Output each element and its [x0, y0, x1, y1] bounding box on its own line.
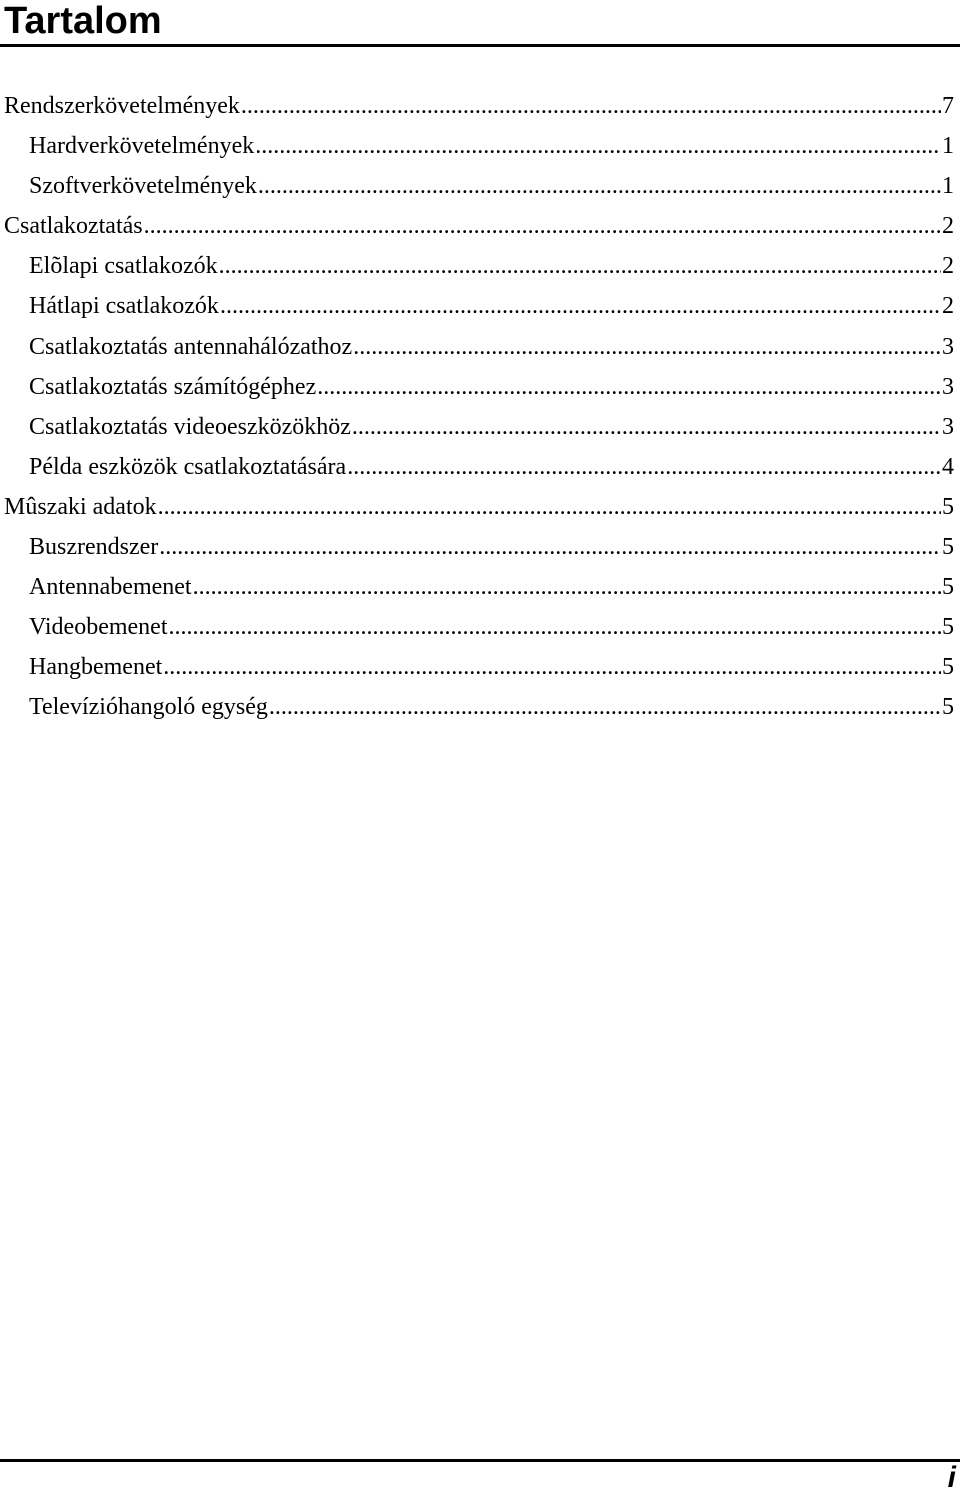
page-number: i: [947, 1461, 956, 1494]
title-divider: [0, 44, 960, 47]
toc-entry[interactable]: [0, 246, 954, 286]
toc-entry[interactable]: [0, 206, 954, 246]
toc-entry[interactable]: [0, 327, 954, 367]
toc-entry-page: 7: [942, 93, 954, 119]
toc-entry-label: Videobemenet: [29, 614, 168, 641]
toc-entry[interactable]: [0, 126, 954, 166]
toc-dot-leader: [193, 567, 941, 607]
toc-entry-page: 5: [942, 493, 954, 520]
toc-entry[interactable]: [0, 487, 954, 527]
toc-dot-leader: [159, 527, 941, 567]
toc-entry-label: Szoftverkövetelmények: [29, 173, 257, 200]
toc-entry[interactable]: [0, 86, 954, 126]
toc-entry-label: Csatlakoztatás videoeszközökhöz: [29, 413, 351, 440]
toc-entry-page: 5: [942, 614, 954, 641]
toc-dot-leader: [353, 327, 941, 367]
toc-entry-page: 1: [942, 173, 954, 200]
toc-entry-page: 3: [942, 333, 954, 360]
toc-entry-label: Antennabemenet: [29, 574, 192, 601]
toc-entry[interactable]: [0, 286, 954, 326]
toc-entry[interactable]: [0, 647, 954, 687]
toc-entry-label: Rendszerkövetelmények: [4, 93, 240, 119]
toc-entry-label: Csatlakoztatás: [4, 213, 143, 240]
toc-dot-leader: [255, 126, 941, 166]
toc-entry[interactable]: [0, 166, 954, 206]
toc-dot-leader: [220, 286, 941, 326]
table-of-contents: [0, 86, 954, 728]
toc-entry-page: 5: [942, 694, 954, 721]
toc-dot-leader: [219, 246, 941, 286]
toc-entry-label: Televízióhangoló egység: [29, 694, 268, 721]
toc-dot-leader: [347, 447, 941, 487]
toc-entry-page: 3: [942, 373, 954, 400]
footer-divider: [0, 1459, 960, 1462]
toc-entry-label: Hangbemenet: [29, 654, 163, 681]
toc-dot-leader: [241, 86, 941, 126]
toc-entry-page: 5: [942, 574, 954, 601]
toc-entry-page: 3: [942, 413, 954, 440]
toc-entry[interactable]: [0, 607, 954, 647]
toc-entry-page: 1: [942, 133, 954, 160]
toc-entry-page: 2: [942, 293, 954, 320]
toc-dot-leader: [163, 647, 941, 687]
toc-entry-label: Elõlapi csatlakozók: [29, 253, 218, 280]
toc-entry[interactable]: [0, 567, 954, 607]
toc-entry[interactable]: [0, 687, 954, 727]
toc-dot-leader: [258, 166, 941, 206]
toc-entry-page: 2: [942, 253, 954, 280]
toc-entry-label: Hátlapi csatlakozók: [29, 293, 219, 320]
toc-entry[interactable]: [0, 447, 954, 487]
toc-dot-leader: [144, 206, 941, 246]
toc-entry-label: Csatlakoztatás antennahálózathoz: [29, 333, 353, 360]
toc-entry[interactable]: [0, 407, 954, 447]
toc-dot-leader: [352, 407, 941, 447]
toc-dot-leader: [158, 487, 941, 527]
toc-entry-page: 5: [942, 654, 954, 681]
toc-entry-page: 2: [942, 213, 954, 240]
toc-dot-leader: [317, 367, 941, 407]
toc-entry-label: Mûszaki adatok: [4, 493, 157, 520]
toc-entry-label: Buszrendszer: [29, 534, 159, 561]
toc-dot-leader: [169, 607, 941, 647]
toc-entry-page: 5: [942, 534, 954, 561]
toc-entry-label: Példa eszközök csatlakoztatására: [29, 453, 347, 480]
toc-entry-label: Hardverkövetelmények: [29, 133, 255, 160]
toc-dot-leader: [269, 687, 941, 727]
page-title: Tartalom: [4, 0, 162, 42]
toc-entry[interactable]: [0, 527, 954, 567]
toc-entry-page: 4: [942, 453, 954, 480]
toc-entry[interactable]: [0, 367, 954, 407]
toc-entry-label: Csatlakoztatás számítógéphez: [29, 373, 317, 400]
